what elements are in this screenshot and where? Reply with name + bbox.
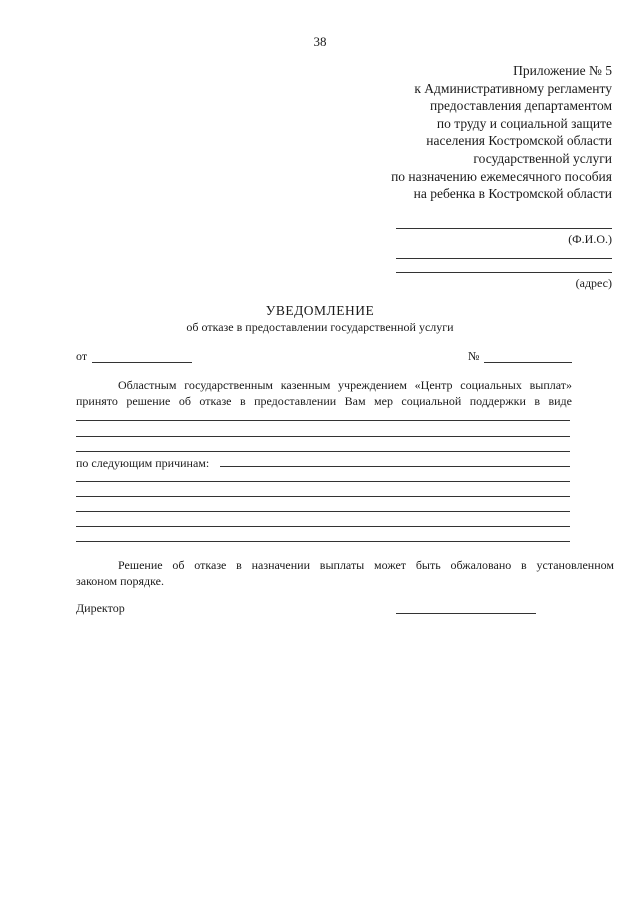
decision-paragraph-line-2: принято решение об отказе в предоставлении Вам мер социальной поддержки в виде <box>76 394 572 408</box>
reasons-line-4 <box>76 511 570 512</box>
appendix-line-6: государственной услуги <box>473 150 612 166</box>
decision-paragraph-line-1: Областным государственным казенным учреждением «Центр социальных выплат» <box>118 378 572 392</box>
reasons-line-3 <box>76 496 570 497</box>
address-line-1 <box>396 258 612 259</box>
address-line-2 <box>396 272 612 273</box>
reasons-line-6 <box>76 541 570 542</box>
reasons-label: по следующим причинам: <box>76 456 210 470</box>
number-label: № <box>468 349 480 363</box>
appendix-line-7: по назначению ежемесячного пособия <box>391 168 612 184</box>
address-caption: (адрес) <box>575 276 612 290</box>
appendix-line-2: к Административному регламенту <box>414 80 612 96</box>
notice-title: УВЕДОМЛЕНИЕ <box>265 303 375 318</box>
fio-line <box>396 228 612 229</box>
appendix-line-4: по труду и социальной защите <box>436 115 612 131</box>
appendix-line-3: предоставления департаментом <box>430 98 612 114</box>
appeal-line-2: законом порядке. <box>76 574 164 588</box>
reasons-line-1 <box>220 466 570 467</box>
date-field-line <box>92 362 192 363</box>
reasons-line-5 <box>76 526 570 527</box>
director-label: Директор <box>76 601 125 615</box>
from-label: от <box>76 349 88 363</box>
number-field-line <box>484 362 572 363</box>
appendix-line-1: Приложение № 5 <box>513 63 612 78</box>
page-number: 38 <box>313 34 327 49</box>
notice-subtitle: об отказе в предоставлении государственной услуги <box>186 320 454 334</box>
fio-caption: (Ф.И.О.) <box>568 232 612 246</box>
director-signature-line <box>396 613 536 614</box>
appendix-block <box>391 62 612 203</box>
appendix-line-5: населения Костромской области <box>426 133 612 149</box>
appendix-line-8: на ребенка в Костромской области <box>413 186 612 202</box>
measures-line-3 <box>76 451 570 452</box>
reasons-line-2 <box>76 481 570 482</box>
measures-line-1 <box>76 420 570 421</box>
appeal-line-1: Решение об отказе в назначении выплаты может быть обжаловано в установленном <box>118 558 614 572</box>
measures-line-2 <box>76 436 570 437</box>
